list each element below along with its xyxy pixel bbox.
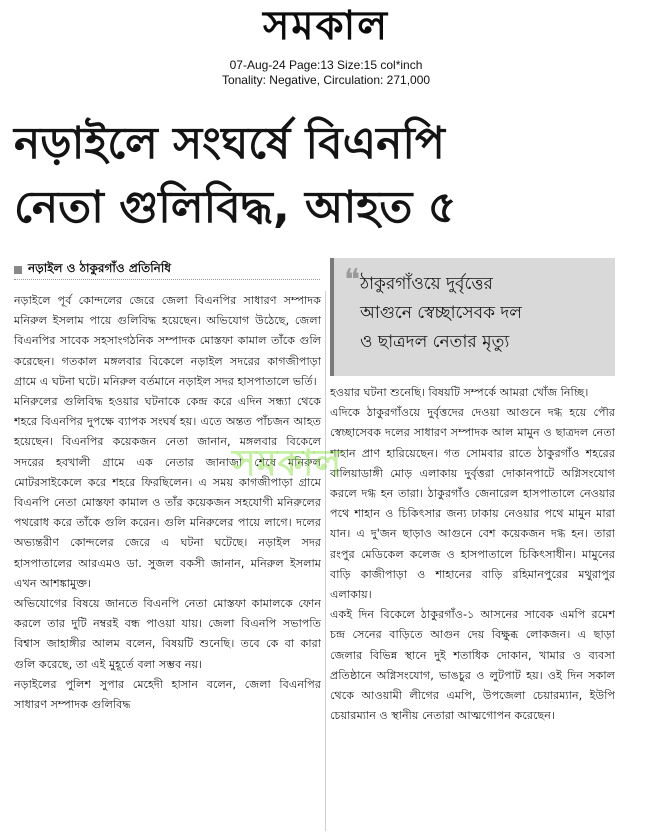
newspaper-masthead: সমকাল xyxy=(262,2,390,49)
byline xyxy=(14,260,171,280)
quote-icon: ❝ xyxy=(344,263,361,298)
watermark-logo: সমকাল xyxy=(232,443,343,484)
clipping-meta-tonality: Tonality: Negative, Circulation: 271,000 xyxy=(221,73,431,87)
byline-rule xyxy=(14,279,320,280)
headline-line-1: নড়াইলে সংঘর্ষে বিএনপি xyxy=(14,118,445,169)
sidebar-highlight-box xyxy=(330,258,615,376)
article-column-2: হওয়ার ঘটনা শুনেছি। বিষয়টি সম্পর্কে আমরা খোঁজ নিচ্ছি। এদিকে ঠাকুরগাঁওয়ে দুর্বৃত্তদের দেওয়া আগুনে দগ্ধ হয়ে পৌর স্বেচ্ছাসেবক দলের সাধারণ সম্পাদক আল মামুন ও ছাত্রদল নেতা শাহান প্রাণ হারিয়েছেন। গত সোমবার রাতে ঠাকুরগাঁও শহরের বালিয়াডাঙ্গী মোড় এলাকায় দুর্বৃত্তরা দোকানপাটে অগ্নিসংযোগ করলে দগ্ধ হন তারা। ঠাকুরগাঁও জেনারেল হাসপাতালে নেওয়ার পথে শাহান ও চিকিৎসার জন্য ঢাকায় নেওয়ার পথে মামুন মারা যান। এ দু'জন ছাড়াও আগুনে বেশ কয়েকজন দগ্ধ হন। তারা রংপুর মেডিকেল কলেজ ও হাসপাতালে চিকিৎসাধীন। মামুনের বাড়ি কাজীপাড়া ও শাহানের বাড়ি রহিমানপুরের মথুরাপুর এলাকায়। একই দিন বিকেলে ঠাকুরগাঁও-১ আসনের সাবেক এমপি রমেশ চন্দ্র সেনের বাড়িতে আগুন দেয় বিক্ষুব্ধ লোকজন। এ ছাড়া জেলার বিভিন্ন স্থানে দুই শতাধিক দোকান, খামার ও ব্যবসা প্রতিষ্ঠানে অগ্নিসংযোগ, ভাঙচুর ও লুটপাট হয়। ওই দিন সকাল থেকে আওয়ামী লীগের এমপি, উপজেলা চেয়ারম্যান, ইউপি চেয়ারম্যান ও স্থানীয় নেতারা আত্মগোপন করেছেন। xyxy=(330,386,615,723)
byline-text: নড়াইল ও ঠাকুরগাঁও প্রতিনিধি xyxy=(28,261,171,275)
clipping-meta-page: 07-Aug-24 Page:13 Size:15 col*inch xyxy=(229,58,423,72)
byline-square-icon xyxy=(14,266,22,274)
column-divider xyxy=(325,291,326,831)
sidebar-highlight-text: ঠাকুরগাঁওয়ে দুর্বৃত্তের আগুনে স্বেচ্ছাসেবক দল ও ছাত্রদল নেতার মৃত্যু xyxy=(360,274,522,352)
headline-line-2: নেতা গুলিবিদ্ধ, আহত ৫ xyxy=(14,182,457,233)
article-column-1: নড়াইলে পূর্ব কোন্দলের জেরে জেলা বিএনপির সাধারণ সম্পাদক মনিরুল ইসলাম পায়ে গুলিবিদ্ধ হয়েছেন। অভিযোগ উঠেছে, জেলা বিএনপির সাবেক সহসাংগঠনিক সম্পাদক মোস্তফা কামাল তাঁকে গুলি করেছেন। গতকাল মঙ্গলবার বিকেলে নড়াইল সদরের কাগজীপাড়া গ্রামে এ ঘটনা ঘটে। মনিরুল বর্তমানে নড়াইল সদর হাসপাতালে ভর্তি। মনিরুলের গুলিবিদ্ধ হওয়ার ঘটনাকে কেন্দ্র করে এদিন সন্ধ্যা থেকে শহরে বিএনপির দুপক্ষে ব্যাপক সংঘর্ষ হয়। এতে অন্তত পাঁচজন আহত হয়েছেন। বিএনপির কয়েকজন নেতা জানান, মঙ্গলবার বিকেলে সদরের হবখালী গ্রামে এক নেতার জানাজা শেষে মনিরুল মোটরসাইকেলে করে শহরে ফিরছিলেন। এ সময় কাগজীপাড়া গ্রামে বিএনপি নেতা মোস্তফা কামাল ও তাঁর কয়েকজন সহযোগী মনিরুলের পথরোধ করে তাঁকে গুলি করেন। গুলি মনিরুলের পায়ে লাগে। দলের অভ্যন্তরীণ কোন্দলের জেরে এ ঘটনা ঘটেছে। নড়াইল সদর হাসপাতালের আরএমও ডা. সুজল বকসী জানান, মনিরুল ইসলাম এখন আশঙ্কামুক্ত। অভিযোগের বিষয়ে জানতে বিএনপি নেতা মোস্তফা কামালকে ফোন করলে তার দুটি নম্বরই বন্ধ পাওয়া যায়। জেলা বিএনপি সভাপতি বিশ্বাস জাহাঙ্গীর আলম বলেন, বিষয়টি শুনেছি। তবে কে বা কারা গুলি করেছে, তা এই মুহূর্তে বলা সম্ভব নয়। নড়াইলের পুলিশ সুপার মেহেদী হাসান বলেন, জেলা বিএনপির সাধারণ সম্পাদক গুলিবিদ্ধ xyxy=(14,294,321,712)
